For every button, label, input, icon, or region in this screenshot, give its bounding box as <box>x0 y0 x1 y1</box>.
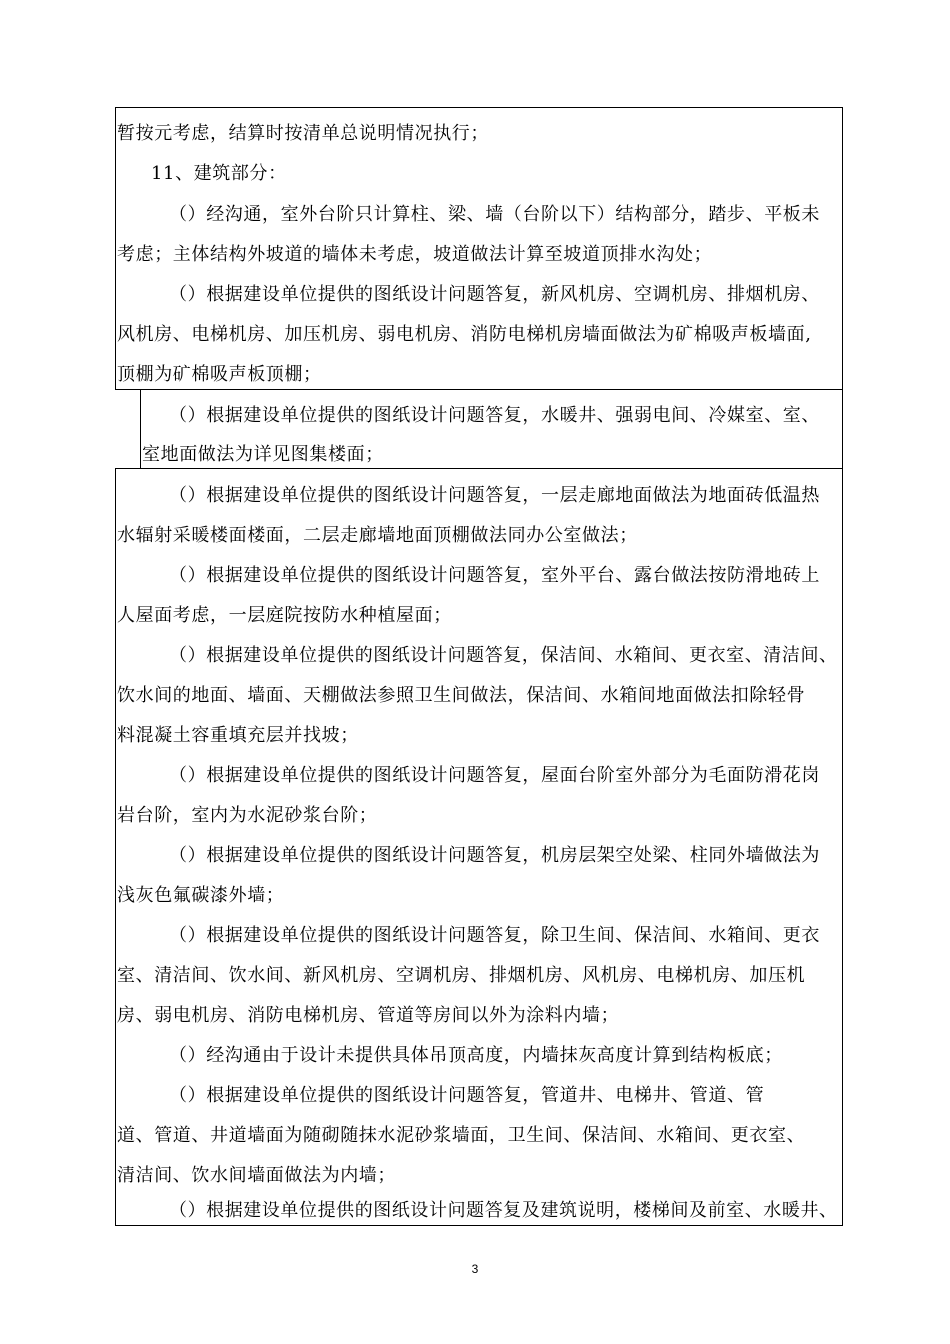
text-line: （）经沟通由于设计未提供具体吊顶高度，内墙抹灰高度计算到结构板底； <box>169 1045 783 1066</box>
section-heading: 11、建筑部分： <box>151 163 287 184</box>
text-line: （）根据建设单位提供的图纸设计问题答复，管道井、电梯井、管道、管 <box>169 1085 765 1106</box>
text-line: （）根据建设单位提供的图纸设计问题答复，新风机房、空调机房、排烟机房、 <box>169 284 820 305</box>
text-line: （）根据建设单位提供的图纸设计问题答复，保洁间、水箱间、更衣室、清洁间、 <box>169 645 838 666</box>
text-line: 室、清洁间、饮水间、新风机房、空调机房、排烟机房、风机房、电梯机房、加压机 <box>117 965 806 986</box>
text-line: 人屋面考虑，一层庭院按防水种植屋面； <box>117 605 452 626</box>
text-line: 道、管道、井道墙面为随砌随抹水泥砂浆墙面，卫生间、保洁间、水箱间、更衣室、 <box>117 1125 806 1146</box>
page-number: 3 <box>471 1262 479 1276</box>
text-line: 饮水间的地面、墙面、天棚做法参照卫生间做法，保洁间、水箱间地面做法扣除轻骨 <box>117 685 806 706</box>
text-line: 考虑；主体结构外坡道的墙体未考虑，坡道做法计算至坡道顶排水沟处； <box>117 244 713 265</box>
text-line: （）根据建设单位提供的图纸设计问题答复及建筑说明，楼梯间及前室、水暖井、 <box>169 1200 838 1221</box>
text-line: 房、弱电机房、消防电梯机房、管道等房间以外为涂料内墙； <box>117 1005 620 1026</box>
text-line: 暂按元考虑，结算时按清单总说明情况执行； <box>117 123 489 144</box>
text-line: （）根据建设单位提供的图纸设计问题答复，屋面台阶室外部分为毛面防滑花岗 <box>169 765 820 786</box>
text-line: （）根据建设单位提供的图纸设计问题答复，机房层架空处梁、柱同外墙做法为 <box>169 845 820 866</box>
text-line: 室地面做法为详见图集楼面； <box>142 444 384 465</box>
text-line: 顶棚为矿棉吸声板顶棚； <box>117 364 322 385</box>
text-line: 料混凝土容重填充层并找坡； <box>117 725 359 746</box>
text-line: 岩台阶，室内为水泥砂浆台阶； <box>117 805 378 826</box>
text-line: （）根据建设单位提供的图纸设计问题答复，除卫生间、保洁间、水箱间、更衣 <box>169 925 820 946</box>
text-line: （）根据建设单位提供的图纸设计问题答复，水暖井、强弱电间、冷媒室、室、 <box>169 405 820 426</box>
text-line: （）根据建设单位提供的图纸设计问题答复，室外平台、露台做法按防滑地砖上 <box>169 565 820 586</box>
text-line: 水辐射采暖楼面楼面，二层走廊墙地面顶棚做法同办公室做法； <box>117 525 638 546</box>
text-line: （）经沟通，室外台阶只计算柱、梁、墙（台阶以下）结构部分，踏步、平板未 <box>169 204 820 225</box>
text-line: 浅灰色氟碳漆外墙； <box>117 885 285 906</box>
text-line: （）根据建设单位提供的图纸设计问题答复，一层走廊地面做法为地面砖低温热 <box>169 485 820 506</box>
text-line: 清洁间、饮水间墙面做法为内墙； <box>117 1165 396 1186</box>
text-line: 风机房、电梯机房、加压机房、弱电机房、消防电梯机房墙面做法为矿棉吸声板墙面, <box>117 324 812 345</box>
